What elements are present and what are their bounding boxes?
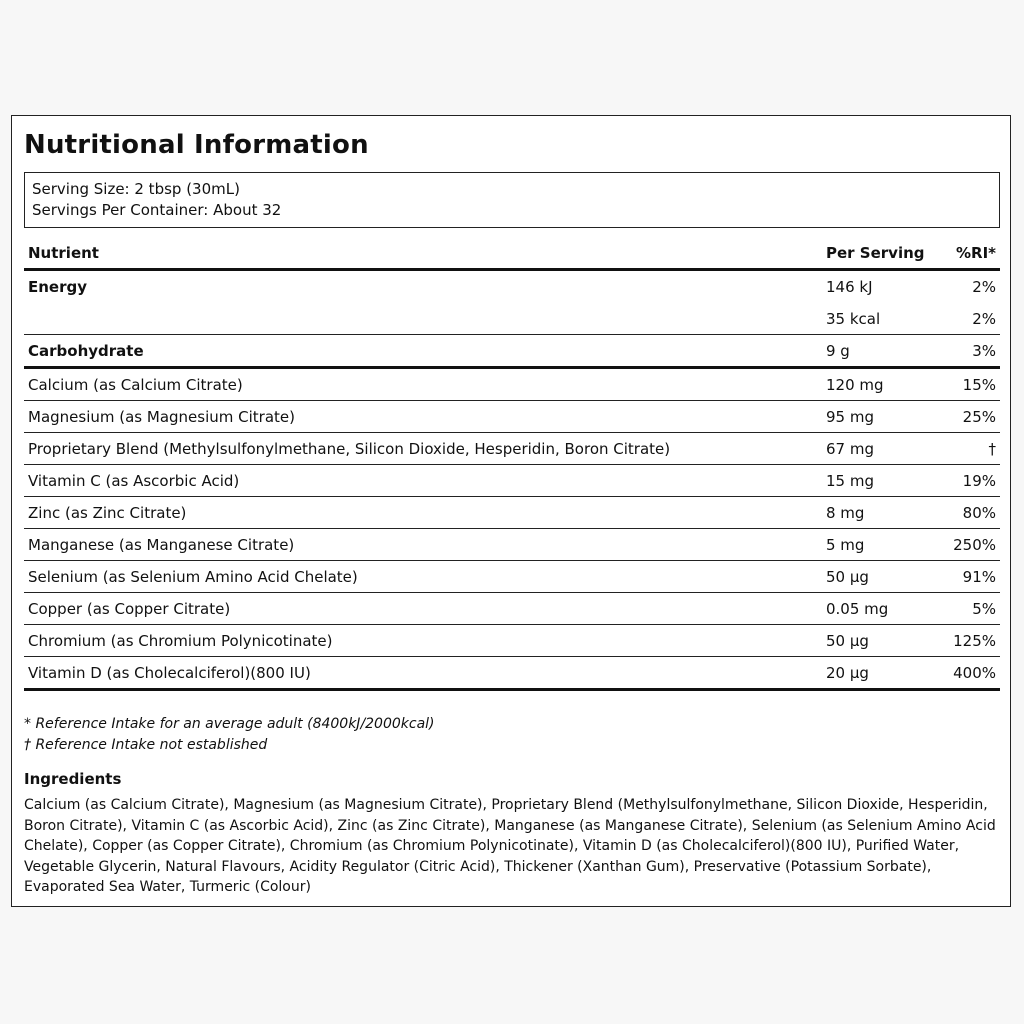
nutrient-amount: 120 mg — [826, 375, 884, 394]
table-header-row — [24, 238, 1000, 270]
nutrient-name: Manganese (as Manganese Citrate) — [28, 535, 295, 554]
nutrient-name: Carbohydrate — [28, 341, 144, 360]
nutrient-ri: 125% — [953, 631, 996, 650]
nutrient-name: Vitamin C (as Ascorbic Acid) — [28, 471, 240, 490]
header-nutrient: Nutrient — [28, 244, 99, 262]
nutrient-name: Selenium (as Selenium Amino Acid Chelate) — [28, 567, 358, 586]
ingredients-heading: Ingredients — [24, 770, 122, 788]
table-row-energy-kj — [24, 270, 1000, 304]
nutrient-amount: 9 g — [826, 341, 850, 360]
nutrition-table — [24, 238, 1000, 691]
table-row — [24, 401, 1000, 433]
table-row — [24, 561, 1000, 593]
table-row — [24, 497, 1000, 529]
nutrient-amount: 8 mg — [826, 503, 865, 522]
nutrient-amount: 67 mg — [826, 439, 874, 458]
nutrient-amount: 50 µg — [826, 631, 869, 650]
nutrient-rows — [24, 368, 1000, 690]
nutrient-ri: 5% — [972, 599, 996, 618]
header-ri: %RI* — [955, 244, 996, 262]
nutrient-amount: 15 mg — [826, 471, 874, 490]
nutrient-amount: 95 mg — [826, 407, 874, 426]
table-row — [24, 593, 1000, 625]
nutrient-amount: 50 µg — [826, 567, 869, 586]
nutrient-amount: 20 µg — [826, 663, 869, 682]
serving-info-box — [24, 172, 1000, 228]
header-per-serving: Per Serving — [826, 244, 925, 262]
nutrient-name: Proprietary Blend (Methylsulfonylmethane, Silicon Dioxide, Hesperidin, Boron Citrate) — [28, 439, 671, 458]
table-row — [24, 657, 1000, 690]
footnote-reference-intake: * Reference Intake for an average adult (8400kJ/2000kcal) — [24, 716, 435, 732]
nutrition-panel — [11, 115, 1011, 907]
servings-per-container: Servings Per Container: About 32 — [32, 201, 282, 219]
nutrient-name: Energy — [28, 278, 88, 296]
nutrient-name: Chromium (as Chromium Polynicotinate) — [28, 631, 333, 650]
nutrient-ri: 250% — [953, 535, 996, 554]
table-row — [24, 625, 1000, 657]
nutrient-ri: 3% — [972, 341, 996, 360]
table-row-carbohydrate — [24, 335, 1000, 368]
nutrient-ri: 25% — [962, 407, 996, 426]
nutrient-amount: 5 mg — [826, 535, 865, 554]
nutrient-amount: 146 kJ — [826, 278, 873, 296]
nutrient-name: Vitamin D (as Cholecalciferol)(800 IU) — [28, 663, 311, 682]
nutrient-ri: 80% — [962, 503, 996, 522]
table-row — [24, 433, 1000, 465]
nutrient-name: Copper (as Copper Citrate) — [28, 599, 231, 618]
table-row — [24, 529, 1000, 561]
nutrient-name: Zinc (as Zinc Citrate) — [28, 503, 187, 522]
nutrient-ri: 19% — [962, 471, 996, 490]
nutrient-ri: 2% — [972, 278, 996, 296]
footnote-not-established: † Reference Intake not established — [24, 737, 268, 753]
nutrient-name: Magnesium (as Magnesium Citrate) — [28, 407, 295, 426]
nutrient-ri: 91% — [962, 567, 996, 586]
nutrient-name: Calcium (as Calcium Citrate) — [28, 375, 243, 394]
table-row — [24, 465, 1000, 497]
nutrient-ri: † — [988, 439, 996, 458]
page-title: Nutritional Information — [24, 130, 369, 160]
nutrient-amount: 35 kcal — [826, 309, 881, 328]
ingredients-text: Calcium (as Calcium Citrate), Magnesium (as Magnesium Citrate), Proprietary Blend (Methylsulfonylmethane, Silicon Dioxide, Hesperidin, Boron Citrate), Vitamin C (as Ascorbic Acid), Zinc (as Zinc Citrate), Manganese (as Manganese Citrate), Selenium (as Selenium Amino Acid Chelate), Copper (as Copper Citrate), Chromium (as Chromium Polynicotinate), Vitamin D (as Cholecalciferol)(800 IU), Purified Water, Vegetable Glycerin, Natural Flavours, Acidity Regulator (Citric Acid), Thickener (Xanthan Gum), Preservative (Potassium Sorbate), Evaporated Sea Water, Turmeric (Colour) — [24, 797, 996, 895]
table-row — [24, 368, 1000, 401]
nutrient-ri: 2% — [972, 309, 996, 328]
nutrient-amount: 0.05 mg — [826, 599, 889, 618]
serving-size: Serving Size: 2 tbsp (30mL) — [32, 180, 240, 198]
nutrient-ri: 15% — [962, 375, 996, 394]
nutrient-ri: 400% — [953, 663, 996, 682]
footnotes — [24, 714, 435, 756]
table-row-energy-kcal — [24, 303, 1000, 335]
nutrient-name-empty — [24, 303, 822, 335]
